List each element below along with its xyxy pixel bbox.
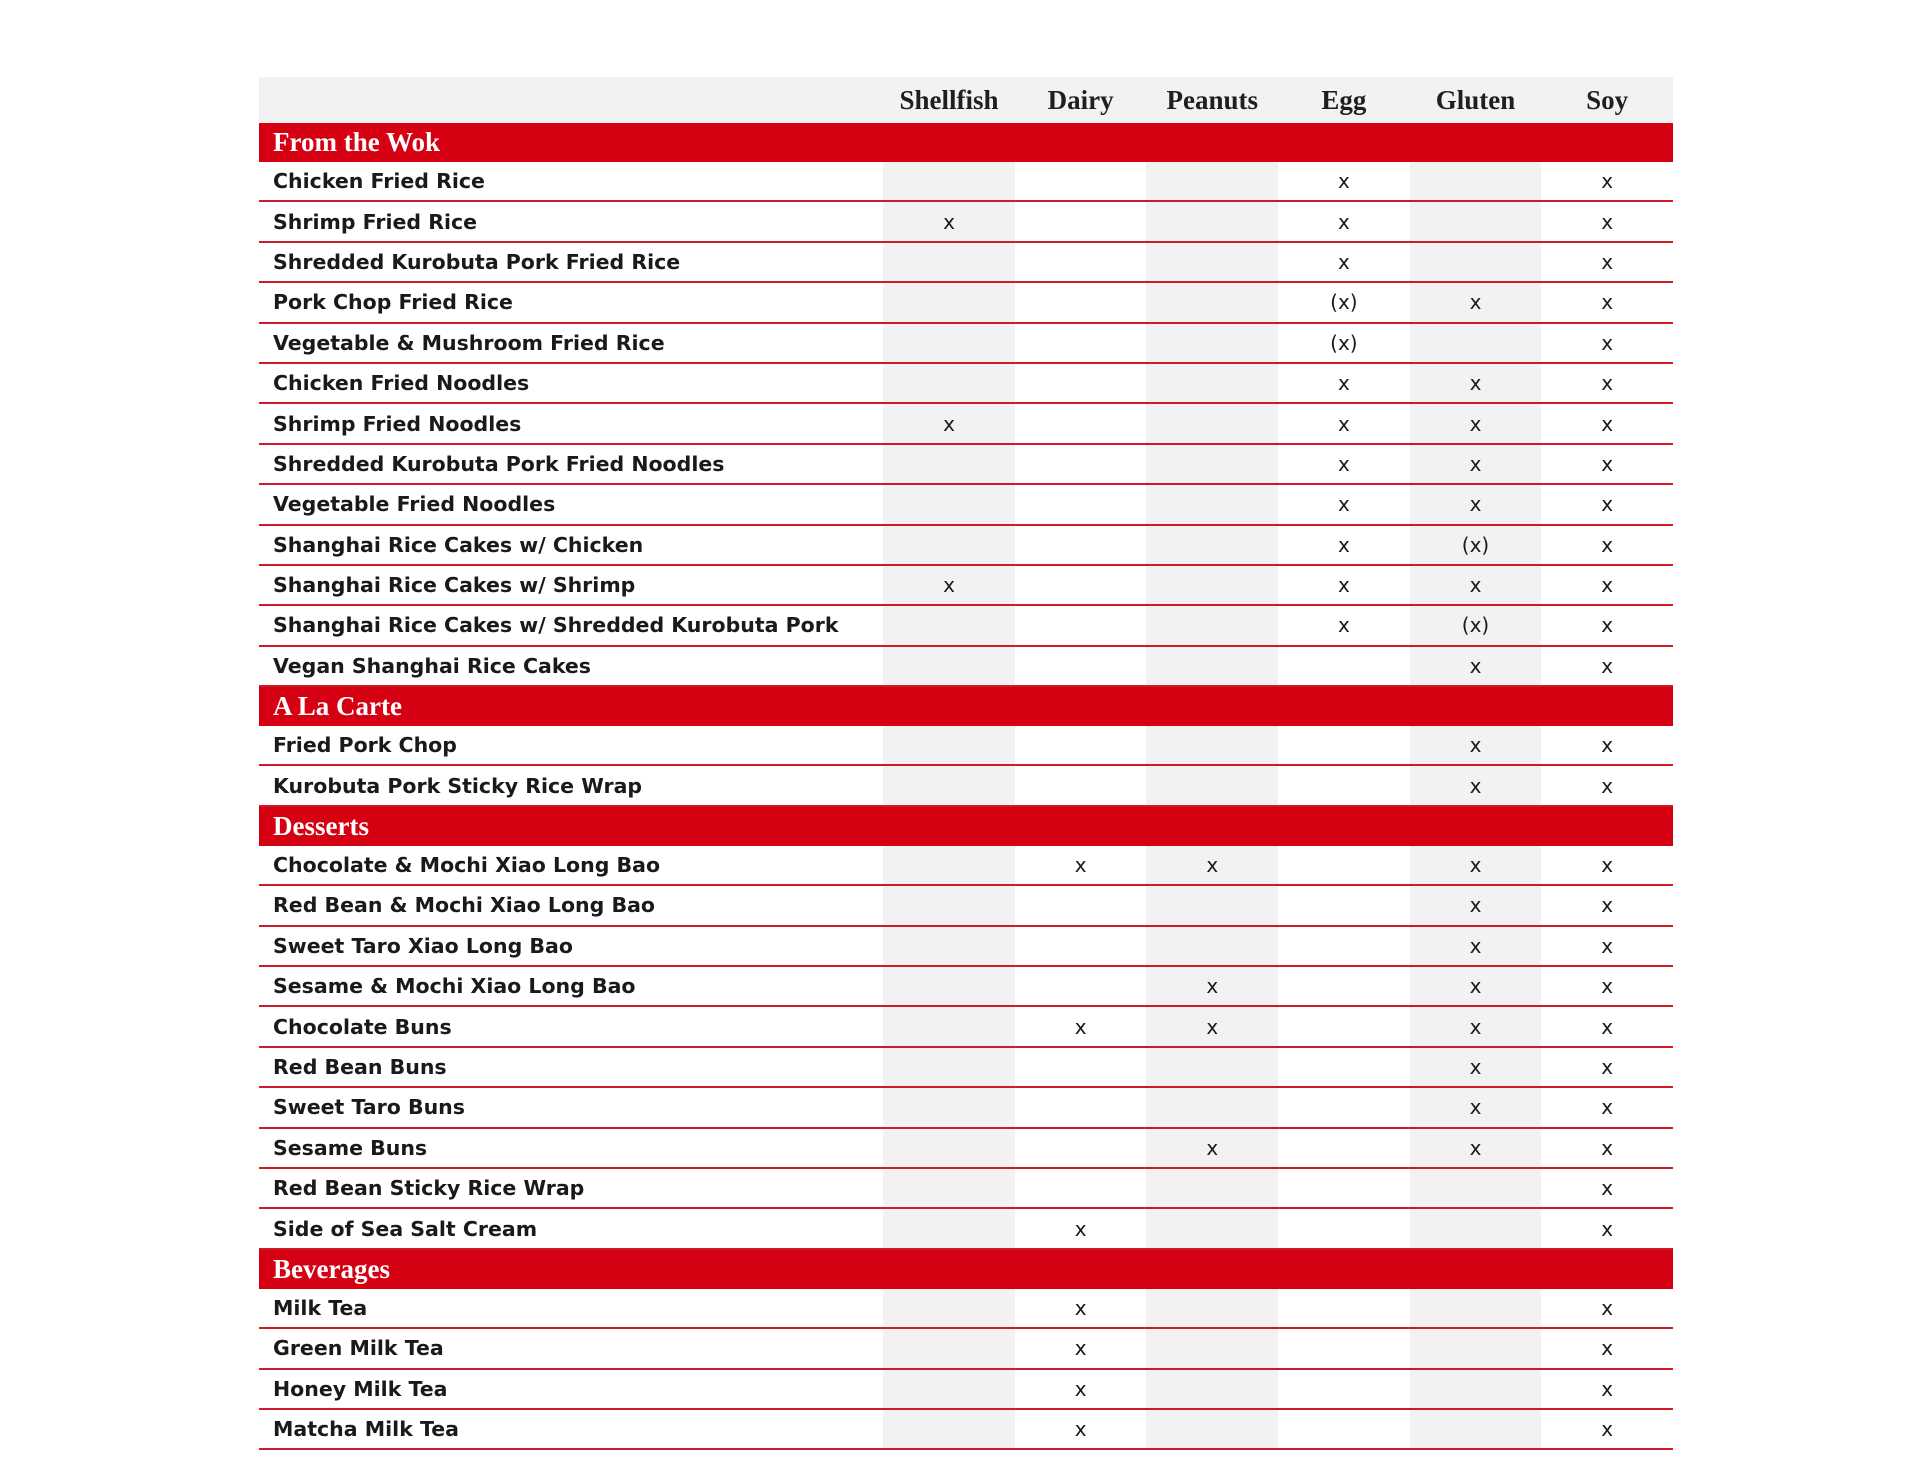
allergen-cell-gluten: x bbox=[1410, 846, 1542, 885]
allergen-cell-peanuts bbox=[1146, 1087, 1278, 1127]
allergen-cell-gluten bbox=[1410, 1289, 1542, 1328]
allergen-cell-egg bbox=[1278, 846, 1410, 885]
allergen-cell-peanuts bbox=[1146, 885, 1278, 925]
allergen-cell-soy: x bbox=[1541, 1128, 1673, 1168]
menu-item-name: Chocolate Buns bbox=[259, 1006, 883, 1046]
allergen-cell-peanuts bbox=[1146, 726, 1278, 765]
allergen-cell-soy: x bbox=[1541, 646, 1673, 686]
allergen-cell-peanuts bbox=[1146, 1409, 1278, 1449]
allergen-cell-peanuts bbox=[1146, 282, 1278, 322]
allergen-cell-shellfish bbox=[883, 1328, 1015, 1368]
menu-item-name: Sesame Buns bbox=[259, 1128, 883, 1168]
allergen-cell-shellfish bbox=[883, 605, 1015, 645]
allergen-cell-soy: x bbox=[1541, 726, 1673, 765]
allergen-cell-shellfish bbox=[883, 926, 1015, 966]
column-header-egg: Egg bbox=[1278, 77, 1410, 123]
table-row bbox=[259, 885, 1673, 925]
allergen-cell-peanuts bbox=[1146, 201, 1278, 241]
allergen-cell-egg bbox=[1278, 1328, 1410, 1368]
allergen-cell-gluten: x bbox=[1410, 403, 1542, 443]
menu-item-name: Vegetable & Mushroom Fried Rice bbox=[259, 323, 883, 363]
allergen-cell-shellfish bbox=[883, 162, 1015, 201]
allergen-cell-shellfish bbox=[883, 525, 1015, 565]
column-header-soy: Soy bbox=[1541, 77, 1673, 123]
allergen-cell-gluten: x bbox=[1410, 1047, 1542, 1087]
allergen-cell-egg: x bbox=[1278, 484, 1410, 524]
allergen-cell-peanuts bbox=[1146, 1289, 1278, 1328]
allergen-cell-soy: x bbox=[1541, 242, 1673, 282]
allergen-cell-egg bbox=[1278, 1168, 1410, 1208]
allergen-cell-shellfish bbox=[883, 1208, 1015, 1248]
menu-item-name: Chocolate & Mochi Xiao Long Bao bbox=[259, 846, 883, 885]
allergen-cell-shellfish bbox=[883, 765, 1015, 805]
table-row bbox=[259, 605, 1673, 645]
allergen-cell-gluten: x bbox=[1410, 484, 1542, 524]
allergen-cell-peanuts bbox=[1146, 525, 1278, 565]
allergen-cell-egg bbox=[1278, 1369, 1410, 1409]
table-row bbox=[259, 323, 1673, 363]
menu-item-name: Shanghai Rice Cakes w/ Shrimp bbox=[259, 565, 883, 605]
allergen-cell-gluten bbox=[1410, 1168, 1542, 1208]
allergen-cell-soy: x bbox=[1541, 1006, 1673, 1046]
table-row bbox=[259, 242, 1673, 282]
menu-item-name: Vegan Shanghai Rice Cakes bbox=[259, 646, 883, 686]
allergen-cell-gluten: x bbox=[1410, 765, 1542, 805]
header-row bbox=[259, 77, 1673, 123]
allergen-cell-dairy bbox=[1015, 885, 1147, 925]
menu-item-name: Side of Sea Salt Cream bbox=[259, 1208, 883, 1248]
menu-item-name: Red Bean Sticky Rice Wrap bbox=[259, 1168, 883, 1208]
allergen-cell-shellfish bbox=[883, 1289, 1015, 1328]
allergen-cell-shellfish bbox=[883, 885, 1015, 925]
allergen-cell-peanuts bbox=[1146, 926, 1278, 966]
allergen-cell-dairy bbox=[1015, 323, 1147, 363]
table-row bbox=[259, 1128, 1673, 1168]
menu-item-name: Red Bean & Mochi Xiao Long Bao bbox=[259, 885, 883, 925]
allergen-cell-peanuts bbox=[1146, 646, 1278, 686]
allergen-cell-gluten: x bbox=[1410, 726, 1542, 765]
allergen-cell-shellfish bbox=[883, 444, 1015, 484]
allergen-cell-peanuts: x bbox=[1146, 846, 1278, 885]
allergen-cell-soy: x bbox=[1541, 1047, 1673, 1087]
allergen-cell-soy: x bbox=[1541, 885, 1673, 925]
allergen-cell-dairy: x bbox=[1015, 1369, 1147, 1409]
allergen-cell-peanuts bbox=[1146, 765, 1278, 805]
menu-item-name: Green Milk Tea bbox=[259, 1328, 883, 1368]
table-row bbox=[259, 926, 1673, 966]
menu-item-name: Fried Pork Chop bbox=[259, 726, 883, 765]
menu-item-name: Chicken Fried Noodles bbox=[259, 363, 883, 403]
allergen-cell-dairy bbox=[1015, 765, 1147, 805]
allergen-cell-peanuts bbox=[1146, 484, 1278, 524]
table-row bbox=[259, 363, 1673, 403]
allergen-cell-egg: (x) bbox=[1278, 323, 1410, 363]
allergen-cell-peanuts: x bbox=[1146, 1128, 1278, 1168]
allergen-cell-soy: x bbox=[1541, 926, 1673, 966]
allergen-cell-dairy: x bbox=[1015, 1208, 1147, 1248]
table-row bbox=[259, 282, 1673, 322]
table-body bbox=[259, 123, 1673, 1449]
allergen-cell-soy: x bbox=[1541, 201, 1673, 241]
table-row bbox=[259, 565, 1673, 605]
menu-item-name: Shredded Kurobuta Pork Fried Noodles bbox=[259, 444, 883, 484]
allergen-cell-gluten: (x) bbox=[1410, 605, 1542, 645]
allergen-cell-shellfish bbox=[883, 646, 1015, 686]
menu-item-name: Vegetable Fried Noodles bbox=[259, 484, 883, 524]
allergen-cell-soy: x bbox=[1541, 1087, 1673, 1127]
allergen-cell-dairy bbox=[1015, 484, 1147, 524]
allergen-cell-peanuts: x bbox=[1146, 1006, 1278, 1046]
section-header-row bbox=[259, 806, 1673, 846]
menu-item-name: Chicken Fried Rice bbox=[259, 162, 883, 201]
allergen-cell-gluten bbox=[1410, 1208, 1542, 1248]
allergen-cell-peanuts bbox=[1146, 403, 1278, 443]
menu-item-name: Shanghai Rice Cakes w/ Shredded Kurobuta Pork bbox=[259, 605, 883, 645]
allergen-cell-dairy: x bbox=[1015, 1409, 1147, 1449]
section-header-row bbox=[259, 686, 1673, 726]
allergen-cell-dairy bbox=[1015, 403, 1147, 443]
allergen-cell-egg: x bbox=[1278, 403, 1410, 443]
allergen-cell-dairy bbox=[1015, 242, 1147, 282]
allergen-cell-egg bbox=[1278, 1087, 1410, 1127]
allergen-cell-dairy bbox=[1015, 201, 1147, 241]
header-blank-cell bbox=[259, 77, 883, 123]
column-header-shellfish: Shellfish bbox=[883, 77, 1015, 123]
allergen-cell-shellfish bbox=[883, 1409, 1015, 1449]
allergen-cell-dairy bbox=[1015, 1087, 1147, 1127]
allergen-cell-egg bbox=[1278, 1289, 1410, 1328]
allergen-cell-soy: x bbox=[1541, 444, 1673, 484]
allergen-cell-peanuts bbox=[1146, 444, 1278, 484]
allergen-cell-gluten: x bbox=[1410, 1128, 1542, 1168]
table-row bbox=[259, 162, 1673, 201]
allergen-cell-gluten bbox=[1410, 162, 1542, 201]
allergen-cell-shellfish bbox=[883, 1369, 1015, 1409]
allergen-cell-egg bbox=[1278, 1128, 1410, 1168]
section-header-row bbox=[259, 123, 1673, 162]
allergen-cell-soy: x bbox=[1541, 846, 1673, 885]
allergen-cell-soy: x bbox=[1541, 525, 1673, 565]
column-header-gluten: Gluten bbox=[1410, 77, 1542, 123]
allergen-cell-peanuts bbox=[1146, 1047, 1278, 1087]
allergen-cell-shellfish bbox=[883, 726, 1015, 765]
allergen-cell-egg: x bbox=[1278, 201, 1410, 241]
table-row bbox=[259, 646, 1673, 686]
menu-item-name: Honey Milk Tea bbox=[259, 1369, 883, 1409]
allergen-cell-gluten: x bbox=[1410, 1087, 1542, 1127]
allergen-cell-dairy: x bbox=[1015, 1289, 1147, 1328]
allergen-cell-egg bbox=[1278, 726, 1410, 765]
allergen-cell-gluten bbox=[1410, 242, 1542, 282]
table-row bbox=[259, 201, 1673, 241]
allergen-cell-egg bbox=[1278, 1006, 1410, 1046]
allergen-cell-peanuts bbox=[1146, 242, 1278, 282]
allergen-cell-shellfish bbox=[883, 846, 1015, 885]
allergen-cell-peanuts bbox=[1146, 1328, 1278, 1368]
allergen-cell-soy: x bbox=[1541, 1289, 1673, 1328]
allergen-cell-gluten: x bbox=[1410, 885, 1542, 925]
section-title: Desserts bbox=[259, 806, 1673, 846]
allergen-cell-soy: x bbox=[1541, 323, 1673, 363]
allergen-cell-peanuts bbox=[1146, 323, 1278, 363]
table-row bbox=[259, 1289, 1673, 1328]
allergen-cell-peanuts bbox=[1146, 1208, 1278, 1248]
allergen-table bbox=[259, 77, 1673, 1450]
allergen-cell-dairy bbox=[1015, 926, 1147, 966]
allergen-cell-soy: x bbox=[1541, 1328, 1673, 1368]
allergen-cell-shellfish bbox=[883, 966, 1015, 1006]
menu-item-name: Sweet Taro Buns bbox=[259, 1087, 883, 1127]
allergen-cell-dairy bbox=[1015, 605, 1147, 645]
menu-item-name: Shredded Kurobuta Pork Fried Rice bbox=[259, 242, 883, 282]
menu-item-name: Kurobuta Pork Sticky Rice Wrap bbox=[259, 765, 883, 805]
allergen-cell-dairy bbox=[1015, 1128, 1147, 1168]
allergen-cell-dairy: x bbox=[1015, 1006, 1147, 1046]
allergen-cell-soy: x bbox=[1541, 565, 1673, 605]
allergen-cell-shellfish bbox=[883, 1006, 1015, 1046]
allergen-cell-gluten: x bbox=[1410, 282, 1542, 322]
allergen-cell-gluten: x bbox=[1410, 1006, 1542, 1046]
allergen-cell-dairy bbox=[1015, 162, 1147, 201]
allergen-cell-shellfish bbox=[883, 1087, 1015, 1127]
allergen-cell-egg bbox=[1278, 765, 1410, 805]
allergen-cell-soy: x bbox=[1541, 1369, 1673, 1409]
allergen-cell-shellfish bbox=[883, 1047, 1015, 1087]
table-row bbox=[259, 1168, 1673, 1208]
allergen-cell-dairy bbox=[1015, 646, 1147, 686]
menu-item-name: Sesame & Mochi Xiao Long Bao bbox=[259, 966, 883, 1006]
table-row bbox=[259, 444, 1673, 484]
allergen-cell-dairy: x bbox=[1015, 1328, 1147, 1368]
table-row bbox=[259, 403, 1673, 443]
allergen-cell-egg: x bbox=[1278, 363, 1410, 403]
allergen-cell-egg bbox=[1278, 885, 1410, 925]
allergen-cell-peanuts bbox=[1146, 363, 1278, 403]
allergen-cell-egg bbox=[1278, 1047, 1410, 1087]
allergen-cell-soy: x bbox=[1541, 282, 1673, 322]
allergen-cell-dairy bbox=[1015, 282, 1147, 322]
allergen-cell-soy: x bbox=[1541, 605, 1673, 645]
allergen-cell-soy: x bbox=[1541, 1168, 1673, 1208]
allergen-cell-shellfish bbox=[883, 282, 1015, 322]
table-row bbox=[259, 484, 1673, 524]
section-title: A La Carte bbox=[259, 686, 1673, 726]
allergen-cell-dairy: x bbox=[1015, 846, 1147, 885]
allergen-cell-egg: x bbox=[1278, 565, 1410, 605]
allergen-cell-soy: x bbox=[1541, 162, 1673, 201]
allergen-cell-gluten bbox=[1410, 1409, 1542, 1449]
allergen-cell-dairy bbox=[1015, 444, 1147, 484]
allergen-cell-dairy bbox=[1015, 363, 1147, 403]
allergen-cell-shellfish bbox=[883, 363, 1015, 403]
menu-item-name: Shrimp Fried Rice bbox=[259, 201, 883, 241]
allergen-cell-gluten: x bbox=[1410, 926, 1542, 966]
allergen-cell-gluten: (x) bbox=[1410, 525, 1542, 565]
table-row bbox=[259, 1087, 1673, 1127]
menu-item-name: Shrimp Fried Noodles bbox=[259, 403, 883, 443]
menu-item-name: Pork Chop Fried Rice bbox=[259, 282, 883, 322]
allergen-cell-egg bbox=[1278, 926, 1410, 966]
allergen-cell-shellfish bbox=[883, 484, 1015, 524]
allergen-cell-gluten: x bbox=[1410, 646, 1542, 686]
allergen-cell-egg: x bbox=[1278, 605, 1410, 645]
allergen-cell-shellfish bbox=[883, 242, 1015, 282]
allergen-cell-soy: x bbox=[1541, 765, 1673, 805]
allergen-cell-soy: x bbox=[1541, 363, 1673, 403]
allergen-cell-soy: x bbox=[1541, 1208, 1673, 1248]
allergen-cell-soy: x bbox=[1541, 1409, 1673, 1449]
allergen-cell-gluten bbox=[1410, 1328, 1542, 1368]
allergen-cell-dairy bbox=[1015, 1047, 1147, 1087]
table-row bbox=[259, 966, 1673, 1006]
allergen-cell-dairy bbox=[1015, 525, 1147, 565]
allergen-cell-gluten bbox=[1410, 323, 1542, 363]
table-row bbox=[259, 846, 1673, 885]
allergen-cell-dairy bbox=[1015, 1168, 1147, 1208]
allergen-cell-soy: x bbox=[1541, 966, 1673, 1006]
allergen-cell-soy: x bbox=[1541, 403, 1673, 443]
allergen-cell-gluten bbox=[1410, 1369, 1542, 1409]
menu-item-name: Sweet Taro Xiao Long Bao bbox=[259, 926, 883, 966]
allergen-cell-shellfish: x bbox=[883, 201, 1015, 241]
allergen-cell-shellfish bbox=[883, 323, 1015, 363]
allergen-cell-egg: x bbox=[1278, 242, 1410, 282]
menu-item-name: Milk Tea bbox=[259, 1289, 883, 1328]
table-row bbox=[259, 1006, 1673, 1046]
allergen-cell-dairy bbox=[1015, 726, 1147, 765]
allergen-cell-peanuts bbox=[1146, 605, 1278, 645]
allergen-cell-shellfish: x bbox=[883, 403, 1015, 443]
allergen-cell-gluten bbox=[1410, 201, 1542, 241]
section-header-row bbox=[259, 1249, 1673, 1289]
table-row bbox=[259, 1369, 1673, 1409]
allergen-cell-dairy bbox=[1015, 966, 1147, 1006]
allergen-cell-peanuts bbox=[1146, 565, 1278, 605]
menu-item-name: Shanghai Rice Cakes w/ Chicken bbox=[259, 525, 883, 565]
allergen-cell-egg: x bbox=[1278, 525, 1410, 565]
allergen-cell-gluten: x bbox=[1410, 444, 1542, 484]
allergen-cell-soy: x bbox=[1541, 484, 1673, 524]
table-row bbox=[259, 1047, 1673, 1087]
allergen-cell-shellfish bbox=[883, 1168, 1015, 1208]
section-title: From the Wok bbox=[259, 123, 1673, 162]
allergen-cell-shellfish bbox=[883, 1128, 1015, 1168]
allergen-cell-egg bbox=[1278, 1409, 1410, 1449]
allergen-cell-egg bbox=[1278, 646, 1410, 686]
allergen-cell-egg: x bbox=[1278, 444, 1410, 484]
table-row bbox=[259, 1409, 1673, 1449]
allergen-cell-gluten: x bbox=[1410, 363, 1542, 403]
allergen-cell-gluten: x bbox=[1410, 565, 1542, 605]
allergen-cell-peanuts bbox=[1146, 1369, 1278, 1409]
menu-item-name: Red Bean Buns bbox=[259, 1047, 883, 1087]
allergen-cell-gluten: x bbox=[1410, 966, 1542, 1006]
allergen-cell-shellfish: x bbox=[883, 565, 1015, 605]
table-row bbox=[259, 1208, 1673, 1248]
menu-item-name: Matcha Milk Tea bbox=[259, 1409, 883, 1449]
allergen-cell-egg bbox=[1278, 966, 1410, 1006]
section-title: Beverages bbox=[259, 1249, 1673, 1289]
allergen-cell-peanuts bbox=[1146, 1168, 1278, 1208]
allergen-cell-peanuts: x bbox=[1146, 966, 1278, 1006]
allergen-cell-egg: x bbox=[1278, 162, 1410, 201]
allergen-cell-peanuts bbox=[1146, 162, 1278, 201]
table-row bbox=[259, 765, 1673, 805]
table-row bbox=[259, 726, 1673, 765]
allergen-cell-egg bbox=[1278, 1208, 1410, 1248]
column-header-peanuts: Peanuts bbox=[1146, 77, 1278, 123]
column-header-dairy: Dairy bbox=[1015, 77, 1147, 123]
table-row bbox=[259, 525, 1673, 565]
table-row bbox=[259, 1328, 1673, 1368]
allergen-cell-egg: (x) bbox=[1278, 282, 1410, 322]
allergen-cell-dairy bbox=[1015, 565, 1147, 605]
